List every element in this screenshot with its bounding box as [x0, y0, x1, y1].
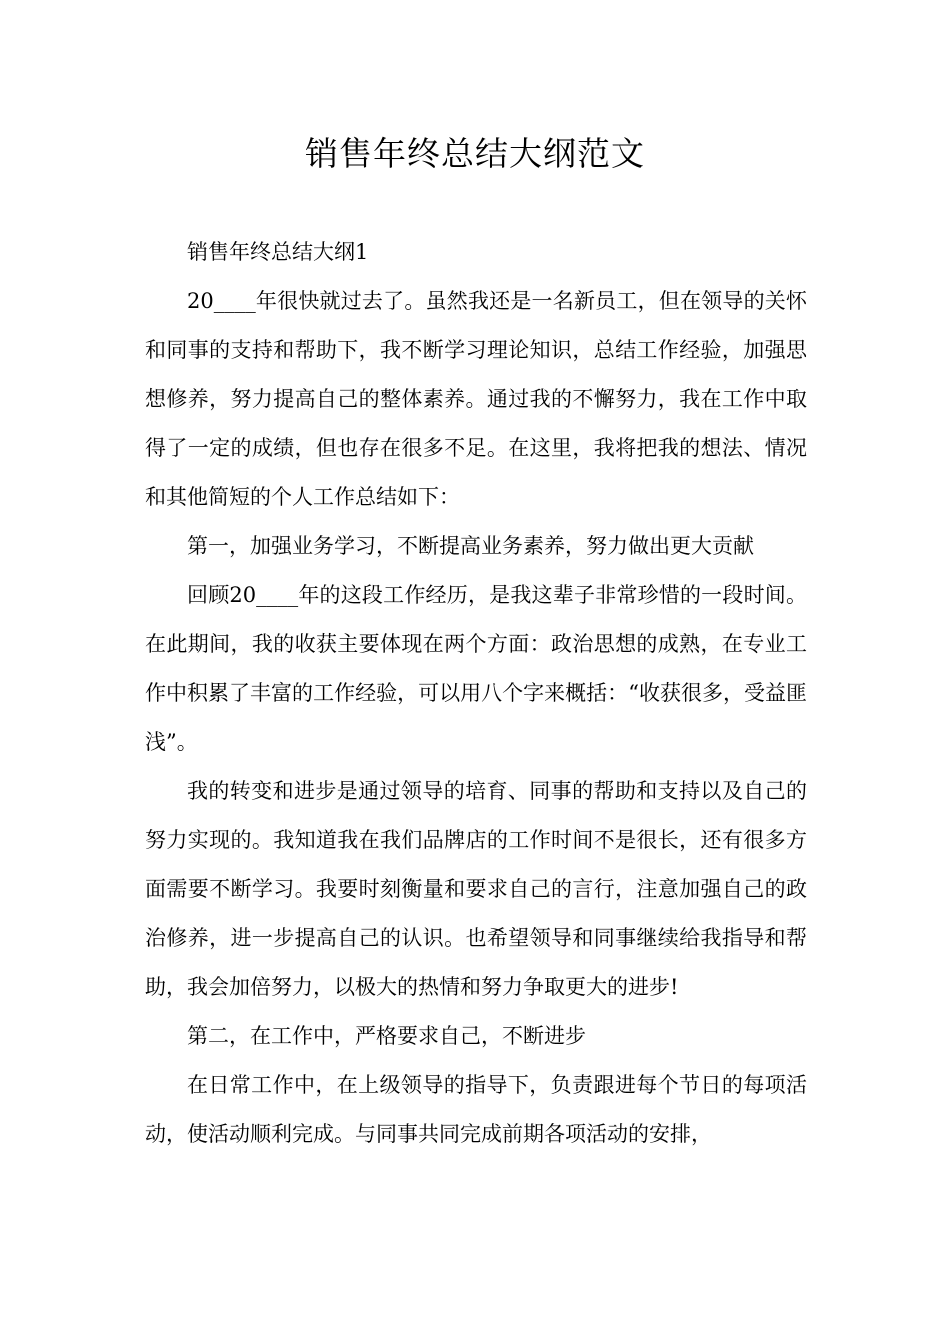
section-heading: 第二，在工作中，严格要求自己，不断进步: [187, 1024, 586, 1048]
document-body: [145, 228, 807, 1159]
document-title: 销售年终总结大纲范文: [305, 134, 645, 173]
section-heading: 销售年终总结大纲1: [187, 240, 369, 264]
section-heading: 第一，加强业务学习，不断提高业务素养，努力做出更大贡献: [187, 534, 754, 558]
paragraph: 在日常工作中，在上级领导的指导下，负责跟进每个节日的每项活动，使活动顺利完成。与同事共同完成前期各项活动的安排，: [145, 1073, 807, 1146]
paragraph: 回顾20____年的这段工作经历，是我这辈子非常珍惜的一段时间。在此期间，我的收获主要体现在两个方面：政治思想的成熟，在专业工作中积累了丰富的工作经验，可以用八个字来概括：“收获很多，受益匪浅”。: [145, 583, 807, 754]
paragraph: 20____年很快就过去了。虽然我还是一名新员工，但在领导的关怀和同事的支持和帮助下，我不断学习理论知识，总结工作经验，加强思想修养，努力提高自己的整体素养。通过我的不懈努力，我在工作中取得了一定的成绩，但也存在很多不足。在这里，我将把我的想法、情况和其他简短的个人工作总结如下：: [145, 289, 807, 509]
paragraph: 我的转变和进步是通过领导的培育、同事的帮助和支持以及自己的努力实现的。我知道我在我们品牌店的工作时间不是很长，还有很多方面需要不断学习。我要时刻衡量和要求自己的言行，注意加强自己的政治修养，进一步提高自己的认识。也希望领导和同事继续给我指导和帮助，我会加倍努力，以极大的热情和努力争取更大的进步!: [145, 779, 807, 999]
